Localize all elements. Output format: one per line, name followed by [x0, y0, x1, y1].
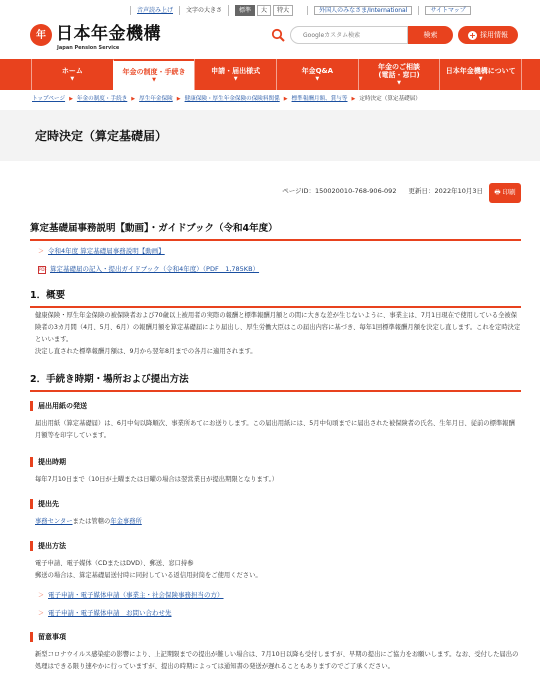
printer-icon: 🖶	[494, 188, 501, 197]
sitemap-link[interactable]: サイトマップ	[425, 6, 470, 15]
page-title-bar	[0, 110, 540, 161]
nav-label: 年金の制度・手続き	[122, 67, 186, 76]
nav-label: 年金Q&A	[301, 66, 334, 75]
pdf-icon: PDF	[39, 266, 47, 272]
overview-text-2: 決定し直された標準報酬月額は、9月から翌年8月までの各月に適用されます。	[35, 348, 257, 355]
chevron-down-icon: ▼	[397, 80, 401, 87]
notes-text: 新型コロナウイルス感染症の影響により、上記期限までの提出が難しい場合は、7月10日以降も受付しますが、早期の提出にご協力をお願いします。なお、受付した届出の処理はできる限り速やかに行っていますが、提出の時期によっては通知書の発送が遅れることもありますのでご了承ください。	[35, 651, 519, 670]
site-logo-title[interactable]: 日本年金機構	[56, 24, 161, 44]
method-text-2: 郵送の場合は、算定基礎届送付時に同封している返信用封筒をご使用ください。	[35, 572, 262, 579]
updated-date: 更新日：2022年10月3日	[408, 187, 483, 195]
font-size-options	[228, 5, 299, 16]
page-title: 定時決定（算定基礎届）	[35, 129, 168, 143]
subheading-method: 提出方法	[30, 541, 66, 551]
nav-label: 日本年金機構について	[445, 66, 516, 75]
site-logo-subtitle: Japan Pension Service	[57, 45, 120, 51]
chevron-down-icon: ▼	[478, 76, 483, 83]
font-size-label: 文字の大きさ	[179, 6, 228, 15]
chevron-down-icon: ▼	[152, 77, 156, 84]
breadcrumb-link[interactable]: 標準報酬月額、賞与等	[291, 96, 348, 103]
nav-pension-system[interactable]	[113, 59, 195, 90]
chevron-right-icon: ＞	[38, 610, 45, 618]
method-text-1: 電子申請、電子媒体（CDまたはDVD）、郵送、窓口持参	[35, 560, 194, 567]
subheading-period: 提出時期	[30, 457, 66, 467]
section-heading-procedure: 2．手続き時期・場所および提出方法	[30, 373, 521, 392]
recruit-button-label: 採用情報	[480, 30, 508, 39]
chevron-right-icon: ▶	[351, 95, 356, 102]
subheading-form: 届出用紙の発送	[30, 401, 87, 411]
chevron-right-icon: ＞	[38, 248, 45, 256]
plus-icon: +	[469, 30, 476, 40]
international-link[interactable]: 外国人のみなさま/International	[314, 6, 412, 15]
chevron-down-icon: ▼	[315, 76, 320, 83]
breadcrumb	[0, 93, 540, 106]
nav-forms[interactable]	[194, 59, 276, 90]
nav-qa[interactable]	[276, 59, 358, 90]
method-link-inquiry[interactable]	[38, 609, 172, 619]
page-id: ページID：150020010-768-906-092	[282, 187, 397, 195]
period-text: 毎年7月10日まで（10日が土曜または日曜の場合は翌営業日が提出期限となります。）	[35, 476, 279, 483]
breadcrumb-link[interactable]: 年金の制度・手続き	[76, 96, 128, 103]
subheading-notes: 留意事項	[30, 632, 66, 642]
recruit-button[interactable]	[458, 26, 518, 44]
nav-label: 年金のご相談	[378, 62, 421, 71]
font-size-large[interactable]: 大	[257, 5, 271, 16]
breadcrumb-link[interactable]: 健康保険・厚生年金保険の保険料関係	[184, 96, 280, 103]
print-button-label: 印刷	[502, 188, 516, 197]
destination-mid-text: または管轄の	[72, 518, 111, 525]
chevron-right-icon: ▶	[283, 95, 288, 102]
section-heading-guide: 算定基礎届事務説明【動画】・ガイドブック（令和4年度）	[30, 222, 521, 241]
breadcrumb-link[interactable]: トップページ	[32, 96, 66, 103]
page-meta	[282, 187, 483, 197]
destination-text	[35, 516, 521, 528]
form-text: 届出用紙（算定基礎届）は、6月中旬以降順次、事業所あてにお送りします。この届出用紙には、5月中旬頃までに届出された被保険者の氏名、生年月日、従前の標準報酬月額等を印字しています。	[35, 420, 515, 439]
overview-text: 健康保険・厚生年金保険の被保険者および70歳以上被用者の実際の報酬と標準報酬月額との間に大きな差が生じないように、事業主は、7月1日現在で使用している全被保険者の3カ月間（4月、5月、6月）の報酬月額を算定基礎届により届出し、厚生労働大臣はこの届出内容に基づき、毎年1回標準報酬月額を決定し直します。これを定時決定といいます。	[35, 312, 521, 343]
method-link-electronic-label[interactable]: 電子申請・電子媒体申請（事業主・社会保険事務担当の方）	[48, 591, 224, 599]
utility-bar	[0, 4, 540, 16]
subheading-destination: 提出先	[30, 499, 59, 509]
search-button[interactable]: 検索	[408, 26, 453, 44]
breadcrumb-current: 定時決定（算定基礎届）	[359, 96, 421, 103]
chevron-down-icon: ▼	[70, 76, 75, 83]
search-input[interactable]	[290, 26, 408, 44]
guide-link-pdf-label[interactable]: 算定基礎届の記入・提出ガイドブック（令和4年度）（PDF 1,785KB）	[50, 265, 260, 273]
logo-icon[interactable]: 年	[30, 24, 52, 46]
search-icon	[271, 28, 285, 42]
font-size-standard[interactable]: 標準	[235, 5, 255, 16]
global-nav	[0, 59, 540, 90]
nav-label: ホーム	[61, 66, 83, 75]
print-button[interactable]	[489, 183, 521, 203]
guide-link-video-label[interactable]: 令和4年度 算定基礎届事務説明【動画】	[48, 247, 165, 255]
nav-label-sub: (電話・窓口)	[378, 71, 420, 79]
nav-home[interactable]	[31, 59, 113, 90]
chevron-right-icon: ▶	[131, 95, 136, 102]
chevron-right-icon: ▶	[69, 95, 73, 102]
link-pension-office[interactable]: 年金事務所	[110, 518, 142, 525]
guide-link-video[interactable]	[38, 247, 165, 257]
nav-label: 申請・届出様式	[211, 66, 261, 75]
site-header	[0, 18, 540, 58]
method-link-inquiry-label[interactable]: 電子申請・電子媒体申請 お問い合わせ先	[48, 609, 172, 617]
font-size-xlarge[interactable]: 特大	[273, 5, 293, 16]
link-office-center[interactable]: 事務センター	[35, 518, 73, 525]
chevron-right-icon: ▶	[176, 95, 181, 102]
nav-consultation[interactable]	[358, 59, 440, 90]
method-link-electronic[interactable]	[38, 591, 224, 601]
section-heading-overview: 1．概要	[30, 289, 521, 308]
chevron-right-icon: ＞	[38, 592, 45, 600]
guide-link-pdf[interactable]	[38, 265, 259, 275]
nav-about[interactable]	[439, 59, 522, 90]
breadcrumb-link[interactable]: 厚生年金保険	[139, 96, 173, 103]
read-aloud-link[interactable]: 音声読み上げ	[130, 6, 179, 15]
chevron-down-icon: ▼	[233, 76, 238, 83]
